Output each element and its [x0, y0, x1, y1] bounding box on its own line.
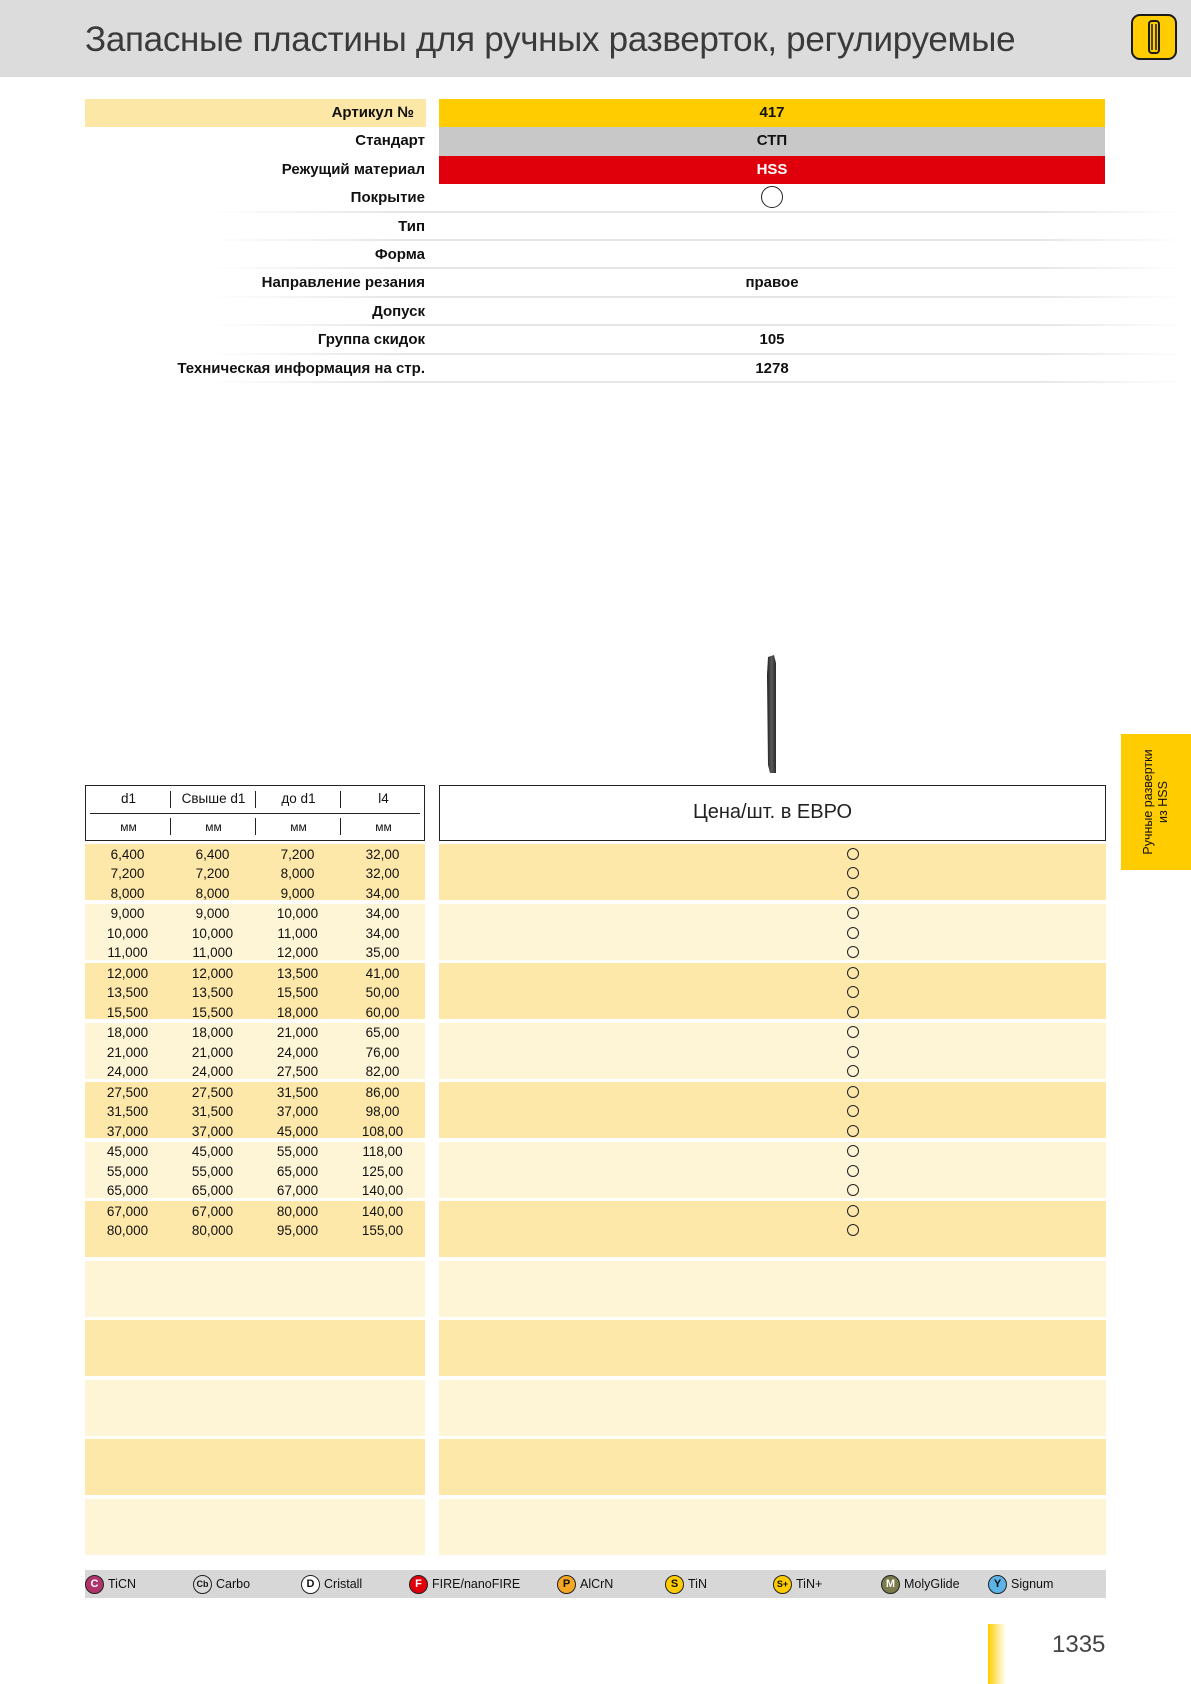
coating-badge-icon: M: [881, 1575, 900, 1594]
legend-label: TiN: [688, 1577, 707, 1591]
table-cell: 80,000: [106, 1223, 149, 1239]
table-cell: 10,000: [276, 906, 319, 921]
available-circle-icon: [847, 1205, 859, 1217]
table-row[interactable]: [85, 924, 1106, 944]
table-cell: 13,500: [276, 965, 319, 981]
spec-value: [439, 241, 1105, 269]
spec-label: Допуск: [372, 302, 425, 320]
table-cell: 55,000: [276, 1144, 319, 1159]
table-row[interactable]: [85, 1142, 1106, 1162]
legend-item: [665, 1573, 707, 1595]
table-row[interactable]: [85, 1023, 1106, 1043]
table-cell: 65,00: [365, 1025, 400, 1040]
coating-badge-icon: C: [85, 1575, 104, 1594]
band-cell-left: [85, 1439, 425, 1495]
spec-table: [85, 99, 1106, 383]
legend-item: [193, 1573, 250, 1595]
coating-badge-icon: Y: [988, 1575, 1007, 1594]
table-cell: 45,000: [276, 1123, 319, 1139]
spec-value: 105: [759, 331, 785, 349]
table-cell: 108,00: [361, 1123, 404, 1139]
table-cell: 155,00: [361, 1223, 404, 1239]
available-circle-icon: [847, 848, 859, 860]
table-cell: 76,00: [365, 1044, 400, 1060]
table-cell: 140,00: [361, 1183, 404, 1199]
table-cell: 7,200: [195, 866, 230, 882]
table-row[interactable]: [85, 884, 1106, 904]
table-cell: 9,000: [110, 906, 145, 921]
legend-item: [301, 1573, 362, 1595]
table-cell: 95,000: [276, 1223, 319, 1239]
table-cell: 80,000: [191, 1223, 234, 1239]
band-cell-left: [85, 1261, 425, 1317]
table-cell: 24,000: [191, 1064, 234, 1080]
table-cell: 6,400: [195, 846, 230, 862]
spec-label: Форма: [374, 245, 425, 263]
band-cell-left: [85, 1499, 425, 1555]
available-circle-icon: [847, 1006, 859, 1018]
table-cell: 50,00: [365, 985, 400, 1001]
legend-item: [881, 1573, 960, 1595]
column-unit: мм: [375, 820, 392, 834]
table-cell: 32,00: [365, 866, 400, 882]
available-circle-icon: [847, 1065, 859, 1077]
available-circle-icon: [847, 967, 859, 979]
column-unit: мм: [205, 820, 222, 834]
band-cell-right: [439, 1439, 1106, 1495]
table-cell: 86,00: [365, 1084, 400, 1100]
spec-value: правое: [745, 274, 799, 292]
table-cell: 67,000: [191, 1203, 234, 1219]
spec-row-direction: [85, 269, 1106, 297]
table-cell: 7,200: [110, 866, 145, 882]
divider: [90, 813, 420, 814]
coating-badge-icon: S+: [773, 1575, 792, 1594]
reamer-icon: [1131, 14, 1177, 60]
page-title: Запасные пластины для ручных разверток, регулируемые: [85, 20, 1016, 59]
table-cell: 98,00: [365, 1104, 400, 1120]
spec-value: [439, 213, 1105, 241]
table-row[interactable]: [85, 1122, 1106, 1142]
column-header: Свыше d1: [181, 791, 246, 806]
available-circle-icon: [847, 1086, 859, 1098]
available-circle-icon: [847, 946, 859, 958]
table-cell: 31,500: [191, 1104, 234, 1120]
divider: [340, 791, 341, 808]
column-header: до d1: [281, 791, 316, 806]
band-cell-left: [85, 1380, 425, 1436]
legend-item: [409, 1573, 520, 1595]
table-cell: 9,000: [195, 906, 230, 921]
table-band: [85, 1439, 1106, 1495]
legend-label: AlCrN: [580, 1577, 614, 1591]
table-cell: 140,00: [361, 1203, 404, 1219]
table-cell: 45,000: [191, 1144, 234, 1159]
table-cell: 15,500: [276, 985, 319, 1001]
table-cell: 11,000: [277, 925, 318, 941]
legend-label: TiCN: [108, 1577, 137, 1591]
table-cell: 24,000: [106, 1064, 149, 1080]
spec-value: 1278: [755, 359, 789, 377]
available-circle-icon: [847, 867, 859, 879]
table-cell: 32,00: [365, 846, 400, 862]
table-cell: 34,00: [365, 885, 400, 901]
available-circle-icon: [847, 887, 859, 899]
side-tab-line: Ручные развертки: [1141, 749, 1155, 855]
table-cell: 24,000: [276, 1044, 319, 1060]
table-cell: 8,000: [195, 885, 230, 901]
column-unit: мм: [120, 820, 137, 834]
spec-label: Группа скидок: [317, 331, 425, 349]
available-circle-icon: [847, 1184, 859, 1196]
table-cell: 7,200: [280, 846, 315, 862]
page-number: 1335: [1052, 1631, 1106, 1658]
band-cell-left: [85, 1320, 425, 1376]
table-row[interactable]: [85, 943, 1106, 963]
table-band: [85, 1261, 1106, 1317]
table-row[interactable]: [85, 964, 1106, 984]
table-cell: 35,00: [365, 945, 400, 961]
band-cell-right: [439, 1380, 1106, 1436]
table-cell: 9,000: [280, 885, 315, 901]
spec-label: Артикул №: [331, 104, 414, 121]
coating-badge-icon: P: [557, 1575, 576, 1594]
available-circle-icon: [847, 1165, 859, 1177]
spec-row-tech-info: [85, 355, 1106, 383]
table-row[interactable]: [85, 1202, 1106, 1222]
table-cell: 8,000: [110, 885, 145, 901]
available-circle-icon: [847, 927, 859, 939]
table-row[interactable]: [85, 983, 1106, 1003]
available-circle-icon: [847, 1046, 859, 1058]
page-number-bar: [988, 1624, 1006, 1684]
table-band: [85, 1320, 1106, 1376]
divider: [340, 818, 341, 835]
table-cell: 37,000: [191, 1123, 234, 1139]
available-circle-icon: [847, 1105, 859, 1117]
spec-row-standard: [85, 127, 1106, 155]
column-unit: мм: [290, 820, 307, 834]
legend-item: [773, 1573, 822, 1595]
legend-item: [85, 1573, 136, 1595]
column-header: l4: [378, 791, 389, 806]
table-cell: 12,000: [276, 945, 319, 961]
band-cell-right: [439, 1499, 1106, 1555]
spec-row-material: [85, 156, 1106, 184]
price-column-header: Цена/шт. в ЕВРО: [439, 785, 1106, 841]
table-cell: 27,500: [191, 1084, 234, 1100]
table-row[interactable]: [85, 1181, 1106, 1201]
band-cell-right: [439, 1320, 1106, 1376]
table-cell: 11,000: [107, 945, 148, 961]
table-cell: 41,00: [365, 965, 400, 981]
available-circle-icon: [847, 1224, 859, 1236]
spec-row-discount-group: [85, 326, 1106, 354]
divider: [205, 381, 1185, 383]
available-circle-icon: [847, 907, 859, 919]
table-cell: 45,000: [106, 1144, 149, 1159]
table-row[interactable]: [85, 1102, 1106, 1122]
table-row[interactable]: [85, 1083, 1106, 1103]
table-row[interactable]: [85, 1162, 1106, 1182]
spec-value: HSS: [439, 156, 1105, 184]
coating-badge-icon: D: [301, 1575, 320, 1594]
band-cell-right: [439, 1261, 1106, 1317]
table-row[interactable]: [85, 1043, 1106, 1063]
available-circle-icon: [847, 1026, 859, 1038]
table-cell: 82,00: [365, 1064, 400, 1080]
table-cell: 21,000: [276, 1025, 319, 1040]
table-cell: 67,000: [106, 1203, 149, 1219]
coating-badge-icon: F: [409, 1575, 428, 1594]
table-cell: 55,000: [106, 1163, 149, 1179]
table-cell: 118,00: [362, 1144, 403, 1159]
spec-row-type: [85, 213, 1106, 241]
table-cell: 34,00: [365, 906, 400, 921]
spec-value: [439, 298, 1105, 326]
coating-badge-icon: S: [665, 1575, 684, 1594]
spec-value: СТП: [439, 127, 1105, 155]
legend-label: MolyGlide: [904, 1577, 960, 1591]
table-cell: 31,500: [106, 1104, 149, 1120]
table-cell: 60,00: [365, 1004, 400, 1020]
spec-label: Режущий материал: [281, 160, 425, 178]
divider: [170, 791, 171, 808]
spec-label: Техническая информация на стр.: [177, 359, 425, 377]
divider: [255, 818, 256, 835]
legend-label: TiN+: [796, 1577, 823, 1591]
side-tab-line: из HSS: [1156, 781, 1170, 823]
available-circle-icon: [847, 1145, 859, 1157]
spec-label: Тип: [398, 217, 425, 235]
table-cell: 21,000: [191, 1044, 234, 1060]
spec-value: 417: [439, 99, 1105, 127]
table-cell: 8,000: [280, 866, 315, 882]
spec-label: Стандарт: [355, 132, 425, 150]
uncoated-circle-icon: [761, 186, 783, 208]
table-cell: 15,500: [106, 1004, 149, 1020]
table-cell: 65,000: [276, 1163, 319, 1179]
table-row[interactable]: [85, 1221, 1106, 1241]
table-cell: 18,000: [106, 1025, 149, 1040]
table-row[interactable]: [85, 864, 1106, 884]
legend-label: Cristall: [324, 1577, 363, 1591]
table-cell: 27,500: [276, 1064, 319, 1080]
table-cell: 37,000: [276, 1104, 319, 1120]
table-cell: 10,000: [106, 925, 149, 941]
spec-label: Направление резания: [261, 274, 425, 292]
table-row[interactable]: [85, 1062, 1106, 1082]
blade-insert-image: [762, 655, 782, 780]
table-cell: 12,000: [106, 965, 149, 981]
table-cell: 65,000: [106, 1183, 149, 1199]
table-cell: 65,000: [191, 1183, 234, 1199]
table-cell: 125,00: [361, 1163, 404, 1179]
legend-item: [557, 1573, 613, 1595]
legend-label: Signum: [1011, 1577, 1054, 1591]
dimensions-header: [85, 785, 425, 841]
available-circle-icon: [847, 986, 859, 998]
section-side-tab[interactable]: [1121, 734, 1191, 870]
table-row[interactable]: [85, 845, 1106, 865]
spec-row-tolerance: [85, 298, 1106, 326]
table-cell: 31,500: [276, 1084, 319, 1100]
legend-label: FIRE/nanoFIRE: [432, 1577, 521, 1591]
table-cell: 37,000: [106, 1123, 149, 1139]
table-cell: 13,500: [106, 985, 149, 1001]
table-cell: 6,400: [110, 846, 145, 862]
table-cell: 18,000: [191, 1025, 234, 1040]
table-cell: 15,500: [191, 1004, 234, 1020]
table-cell: 18,000: [276, 1004, 319, 1020]
table-row[interactable]: [85, 904, 1106, 924]
legend-item: [988, 1573, 1053, 1595]
spec-label: Покрытие: [350, 189, 425, 207]
table-cell: 67,000: [276, 1183, 319, 1199]
spec-row-article: [85, 99, 1106, 127]
table-cell: 11,000: [192, 945, 233, 961]
spec-row-form: [85, 241, 1106, 269]
table-cell: 34,00: [365, 925, 400, 941]
table-band: [85, 1499, 1106, 1555]
divider: [255, 791, 256, 808]
divider: [170, 818, 171, 835]
table-cell: 80,000: [276, 1203, 319, 1219]
table-band: [85, 1380, 1106, 1436]
available-circle-icon: [847, 1125, 859, 1137]
legend-label: Carbo: [216, 1577, 251, 1591]
coating-badge-icon: Cb: [193, 1575, 212, 1594]
table-cell: 55,000: [191, 1163, 234, 1179]
table-cell: 12,000: [191, 965, 234, 981]
page-header: [0, 0, 1191, 77]
coating-legend: [85, 1570, 1106, 1598]
table-cell: 21,000: [106, 1044, 149, 1060]
table-cell: 13,500: [191, 985, 234, 1001]
column-header: d1: [120, 791, 137, 806]
spec-row-coating: [85, 184, 1106, 212]
table-row[interactable]: [85, 1003, 1106, 1023]
table-cell: 27,500: [106, 1084, 149, 1100]
table-cell: 10,000: [191, 925, 234, 941]
